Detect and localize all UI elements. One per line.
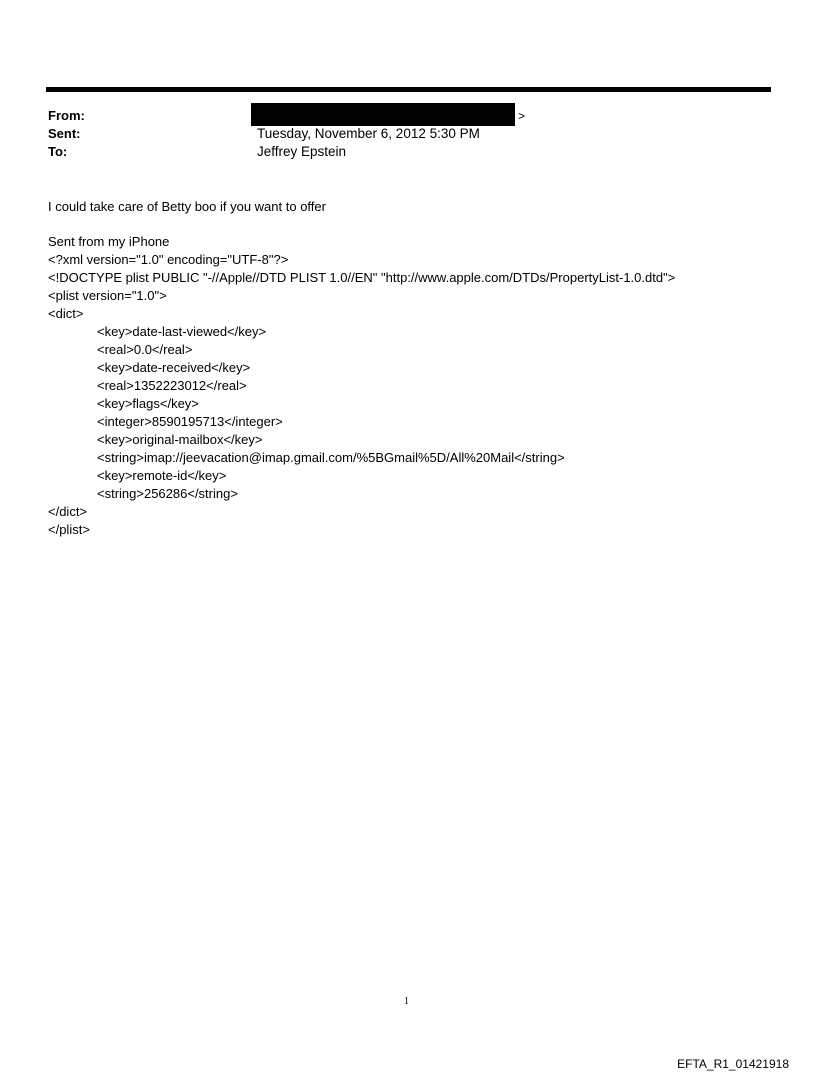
message-text: I could take care of Betty boo if you want to offer: [48, 199, 326, 214]
dict-open: <dict>: [48, 306, 84, 321]
dict-line: <key>date-received</key>: [97, 360, 251, 375]
dict-line: <real>0.0</real>: [97, 342, 193, 357]
header-rule: [46, 87, 771, 92]
redaction-box: [251, 103, 515, 126]
dict-line: <key>flags</key>: [97, 396, 199, 411]
document-id: EFTA_R1_01421918: [677, 1057, 789, 1071]
doctype-line: <!DOCTYPE plist PUBLIC "-//Apple//DTD PLIST 1.0//EN" "http://www.apple.com/DTDs/PropertyList-1.0.dtd">: [48, 270, 676, 285]
from-label: From:: [48, 108, 85, 123]
dict-line: <string>256286</string>: [97, 486, 238, 501]
plist-close: </plist>: [48, 522, 90, 537]
page-number: 1: [404, 996, 409, 1007]
signature-text: Sent from my iPhone: [48, 234, 170, 249]
dict-line: <real>1352223012</real>: [97, 378, 247, 393]
dict-line: <integer>8590195713</integer>: [97, 414, 283, 429]
dict-close: </dict>: [48, 504, 88, 519]
dict-line: <key>remote-id</key>: [97, 468, 227, 483]
xml-declaration: <?xml version="1.0" encoding="UTF-8"?>: [48, 252, 289, 267]
dict-line: <key>original-mailbox</key>: [97, 432, 263, 447]
sent-value: Tuesday, November 6, 2012 5:30 PM: [257, 126, 480, 141]
dict-line: <string>imap://jeevacation@imap.gmail.com/%5BGmail%5D/All%20Mail</string>: [97, 450, 565, 465]
dict-line: <key>date-last-viewed</key>: [97, 324, 267, 339]
plist-open: <plist version="1.0">: [48, 288, 167, 303]
sent-label: Sent:: [48, 126, 81, 141]
from-suffix: >: [518, 109, 526, 123]
to-label: To:: [48, 144, 68, 159]
to-value: Jeffrey Epstein: [257, 144, 347, 159]
